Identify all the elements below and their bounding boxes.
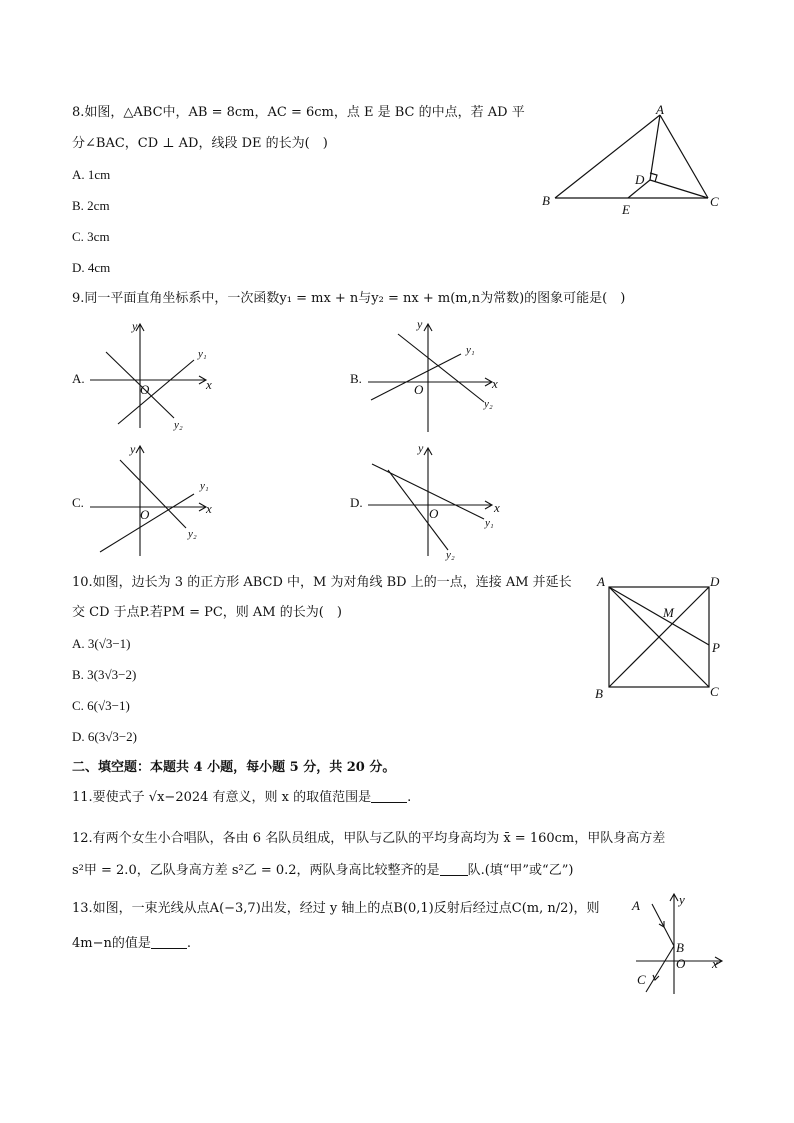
line-y2-label: y₂: [174, 419, 183, 431]
q13-line2: [72, 935, 191, 953]
q10-label-a: A: [597, 574, 605, 589]
line-y2-label: y₂: [484, 398, 493, 410]
q12-line2-text: s²甲 = 2.0，乙队身高方差 s²乙 = 0.2，两队身高比较整齐的是: [72, 863, 440, 878]
q8-option-c: C. 3cm: [72, 229, 110, 244]
q13-label-y: y: [679, 892, 685, 907]
q9-option-a-label: A.: [72, 371, 85, 386]
q10-option-c: C. 6(√3−1): [72, 698, 130, 713]
line-y2-label: y₂: [188, 528, 197, 540]
line-y1-label: y₁: [485, 517, 494, 529]
q13-label-x: x: [712, 956, 718, 971]
y-axis-label: y: [130, 442, 136, 456]
q12-answer-blank[interactable]: [440, 862, 468, 876]
x-axis-label: x: [206, 501, 212, 516]
q10-label-p: P: [712, 640, 720, 655]
q10-option-a: A. 3(√3−1): [72, 636, 131, 651]
q9-graph-d: [366, 440, 506, 566]
q13-line1: 13.如图，一束光线从点A(−3,7)出发，经过 y 轴上的点B(0,1)反射后经过点C(m, n/2)，则: [72, 901, 600, 916]
q8-line2: 分∠BAC，CD ⊥ AD，线段 DE 的长为( ): [72, 136, 328, 151]
origin-label: O: [140, 507, 150, 522]
y-axis-label: y: [418, 441, 424, 455]
q10-square-figure: [592, 572, 728, 704]
origin-label: O: [429, 506, 439, 521]
q9-graph-c: [88, 440, 218, 558]
q13-label-o: O: [676, 956, 686, 971]
q9-stem: 9.同一平面直角坐标系中，一次函数y₁ = mx + n与y₂ = nx + m(m,n为常数)的图象可能是( ): [72, 291, 626, 306]
q9-option-d-label: D.: [350, 495, 363, 510]
q8-option-a: A. 1cm: [72, 167, 111, 182]
q11: [72, 789, 411, 807]
q12-line1: 12.有两个女生小合唱队，各由 6 名队员组成，甲队与乙队的平均身高均为 x̄ = 160cm，甲队身高方差: [72, 831, 666, 846]
q10-option-b: B. 3(3√3−2): [72, 667, 137, 682]
q10-option-d: D. 6(3√3−2): [72, 729, 138, 744]
q13-label-c: C: [637, 972, 646, 987]
q11-answer-blank[interactable]: [371, 789, 407, 803]
x-axis-label: x: [494, 500, 500, 515]
q8-label-c: C: [710, 194, 719, 209]
q8-line1: 8.如图，△ABC中，AB = 8cm，AC = 6cm，点 E 是 BC 的中点，若 AD 平: [72, 105, 525, 120]
q8-option-d: D. 4cm: [72, 260, 111, 275]
line-y1-label: y₁: [466, 344, 475, 356]
q13-reflection-figure: [628, 890, 728, 1000]
q12-line2: [72, 862, 573, 880]
q10-line2: 交 CD 于点P.若PM = PC，则 AM 的长为( ): [72, 605, 342, 620]
q9-graph-a: [88, 316, 218, 434]
origin-label: O: [414, 382, 424, 397]
q10-label-d: D: [710, 574, 720, 589]
q13-line2-text: 4m−n的值是: [72, 936, 151, 951]
line-y1-label: y₁: [198, 348, 207, 360]
q10-label-m: M: [663, 605, 674, 620]
q11-end: .: [407, 790, 412, 805]
x-axis-label: x: [206, 377, 212, 392]
q8-option-b: B. 2cm: [72, 198, 110, 213]
q8-label-b: B: [542, 193, 550, 208]
q8-label-a: A: [656, 102, 664, 117]
y-axis-label: y: [132, 319, 138, 333]
q13-line2-end: .: [186, 936, 192, 951]
y-axis-label: y: [417, 317, 423, 331]
q11-text: 11.要使式子 √x−2024 有意义，则 x 的取值范围是: [72, 790, 372, 805]
q10-label-c: C: [710, 684, 719, 699]
q8-triangle-figure: [540, 102, 730, 220]
q8-label-d: D: [635, 172, 645, 187]
q13-label-a: A: [632, 898, 640, 913]
line-y2-label: y₂: [446, 549, 455, 561]
q8-label-e: E: [622, 202, 630, 217]
q12-line2-end: 队.(填“甲”或“乙”): [467, 863, 574, 878]
q9-option-c-label: C.: [72, 495, 84, 510]
q13-label-b: B: [676, 940, 684, 955]
q10-line1: 10.如图，边长为 3 的正方形 ABCD 中，M 为对角线 BD 上的一点，连接 AM 并延长: [72, 575, 572, 590]
line-y1-label: y₁: [200, 480, 209, 492]
origin-label: O: [140, 382, 150, 397]
q9-option-b-label: B.: [350, 371, 362, 386]
q10-label-b: B: [595, 686, 603, 701]
section2-title: 二、填空题：本题共 4 小题，每小题 5 分，共 20 分。: [72, 760, 396, 775]
q9-graph-b: [366, 316, 506, 434]
q13-answer-blank[interactable]: [151, 935, 187, 949]
x-axis-label: x: [492, 376, 498, 391]
